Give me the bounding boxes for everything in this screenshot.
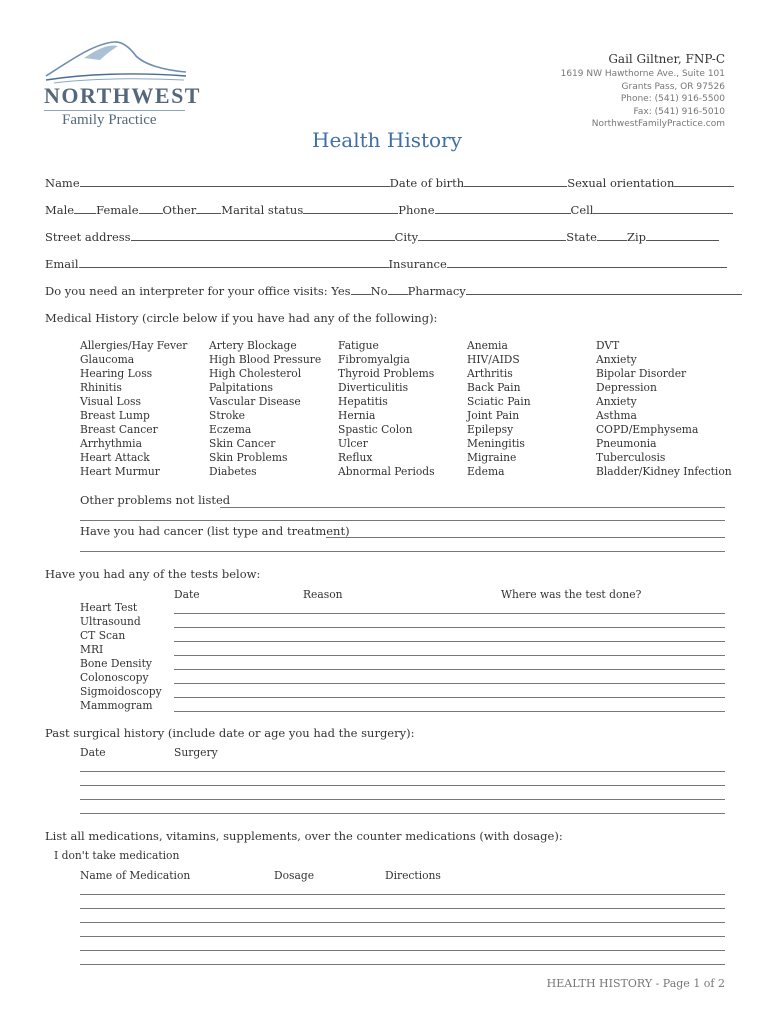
test-line[interactable] [174,627,725,628]
zip-field[interactable] [646,239,719,241]
test-line[interactable] [174,683,725,684]
condition-item[interactable]: Bipolar Disorder [596,367,687,380]
city-line: Grants Pass, OR 97526 [621,81,725,92]
condition-item[interactable]: Fibromyalgia [338,353,410,366]
state-field[interactable] [597,239,627,241]
condition-item[interactable]: Bladder/Kidney Infection [596,465,732,478]
med-col-dosage: Dosage [274,869,315,882]
condition-item[interactable]: Migraine [467,451,517,464]
condition-item[interactable]: Breast Lump [80,409,150,422]
other-field[interactable] [196,212,221,214]
tests-col-reason: Reason [303,588,343,601]
address-line: 1619 NW Hawthorne Ave., Suite 101 [560,69,725,79]
condition-item[interactable]: Palpitations [209,381,273,394]
street-field[interactable] [131,239,395,241]
condition-item[interactable]: Diabetes [209,465,257,478]
interpreter-label: Do you need an interpreter for your office visits: Yes [45,284,351,298]
page-title: Health History [312,128,462,152]
medical-history-heading: Medical History (circle below if you have had any of the following): [45,311,438,325]
medication-line[interactable] [80,894,725,895]
row-address [45,230,719,244]
condition-item[interactable]: Thyroid Problems [338,367,435,380]
no-label: No [370,284,388,298]
orientation-label: Sexual orientation [567,176,675,190]
condition-item[interactable]: Vascular Disease [209,395,301,408]
logo-divider [44,110,185,111]
female-field[interactable] [139,212,163,214]
condition-item[interactable]: Hepatitis [338,395,388,408]
condition-item[interactable]: Joint Pain [467,409,520,422]
test-item: CT Scan [80,629,126,642]
condition-item[interactable]: Rhinitis [80,381,122,394]
pharmacy-label: Pharmacy [407,284,466,298]
med-col-directions: Directions [385,869,441,882]
email-field[interactable] [79,266,389,268]
mh-column-3 [338,339,435,479]
condition-item[interactable]: Heart Attack [80,451,150,464]
condition-item[interactable]: Edema [467,465,505,478]
condition-item[interactable]: Arrhythmia [80,437,142,450]
doctor-name: Gail Giltner, FNP-C [608,52,725,66]
city-field[interactable] [418,239,566,241]
condition-item[interactable]: Meningitis [467,437,525,450]
tests-col-date: Date [174,588,200,601]
test-item: Mammogram [80,699,153,712]
condition-item[interactable]: Asthma [596,409,637,422]
insurance-label: Insurance [388,257,447,271]
condition-item[interactable]: Anemia [467,339,508,352]
tests-list [80,601,162,713]
condition-item[interactable]: COPD/Emphysema [596,423,699,436]
medication-line[interactable] [80,950,725,951]
condition-item[interactable]: Pneumonia [596,437,657,450]
medication-line[interactable] [80,922,725,923]
surgery-line[interactable] [80,771,725,772]
no-medication-option[interactable]: I don't take medication [54,849,180,862]
med-col-name: Name of Medication [80,869,191,882]
test-item: Bone Density [80,657,152,670]
page-footer: HEALTH HISTORY - Page 1 of 2 [546,977,725,990]
city-label: City [394,230,419,244]
condition-item[interactable]: Arthritis [467,367,513,380]
cancer-line[interactable] [80,551,725,552]
surgery-line[interactable] [80,785,725,786]
phone-label: Phone [398,203,435,217]
condition-item[interactable]: Sciatic Pain [467,395,531,408]
contact-block [561,68,725,131]
test-item: Ultrasound [80,615,141,628]
condition-item[interactable]: Stroke [209,409,245,422]
condition-item[interactable]: HIV/AIDS [467,353,520,366]
medication-line[interactable] [80,908,725,909]
condition-item[interactable]: Spastic Colon [338,423,413,436]
condition-item[interactable]: Visual Loss [80,395,142,408]
condition-item[interactable]: Artery Blockage [209,339,297,352]
row-interpreter [45,284,742,298]
marital-field[interactable] [303,212,398,214]
male-label: Male [45,203,75,217]
condition-item[interactable]: Abnormal Periods [338,465,435,478]
dob-label: Date of birth [389,176,465,190]
condition-item[interactable]: Heart Murmur [80,465,160,478]
condition-item[interactable]: Ulcer [338,437,368,450]
test-item: Colonoscopy [80,671,149,684]
condition-item[interactable]: Skin Problems [209,451,288,464]
cell-field[interactable] [593,212,733,214]
test-line[interactable] [174,655,725,656]
condition-item[interactable]: Anxiety [596,353,637,366]
email-label: Email [45,257,79,271]
surgery-col-surgery: Surgery [174,746,218,759]
test-line[interactable] [174,641,725,642]
tests-heading: Have you had any of the tests below: [45,567,261,581]
phone-line: Phone: (541) 916-5500 [620,94,725,104]
surgery-col-date: Date [80,746,106,759]
condition-item[interactable]: Epilepsy [467,423,514,436]
insurance-field[interactable] [447,266,727,268]
cancer-label: Have you had cancer (list type and treatment) [80,524,350,538]
condition-item[interactable]: Depression [596,381,657,394]
cell-label: Cell [570,203,594,217]
condition-item[interactable]: High Blood Pressure [209,353,322,366]
row-name [45,176,734,190]
condition-item[interactable]: Diverticulitis [338,381,409,394]
test-item: MRI [80,643,104,656]
phone-field[interactable] [435,212,571,214]
pharmacy-field[interactable] [466,293,742,295]
cancer-line[interactable] [326,537,725,538]
other-problems-line[interactable] [220,507,725,508]
condition-item[interactable]: Glaucoma [80,353,135,366]
surgery-line[interactable] [80,813,725,814]
logo-subtitle: Family Practice [62,112,157,128]
female-label: Female [96,203,139,217]
name-field[interactable] [80,185,390,187]
condition-item[interactable]: DVT [596,339,620,352]
dob-field[interactable] [464,185,567,187]
medication-line[interactable] [80,964,725,965]
condition-item[interactable]: Back Pain [467,381,521,394]
condition-item[interactable]: Reflux [338,451,373,464]
mh-column-5 [596,339,732,479]
mh-column-4 [467,339,531,479]
medication-line[interactable] [80,936,725,937]
test-item: Sigmoidoscopy [80,685,162,698]
mountain-logo-icon [44,36,189,84]
test-line[interactable] [174,613,725,614]
condition-item[interactable]: High Cholesterol [209,367,302,380]
condition-item[interactable]: Hearing Loss [80,367,153,380]
condition-item[interactable]: Eczema [209,423,252,436]
mh-column-2 [209,339,321,479]
condition-item[interactable]: Skin Cancer [209,437,276,450]
street-label: Street address [45,230,131,244]
condition-item[interactable]: Breast Cancer [80,423,158,436]
row-gender [45,203,733,217]
state-label: State [566,230,597,244]
condition-item[interactable]: Anxiety [596,395,637,408]
tests-col-where: Where was the test done? [501,588,642,601]
logo-name: NORTHWEST [44,83,201,108]
other-label: Other [162,203,197,217]
interpreter-yes-field[interactable] [351,293,371,295]
interpreter-no-field[interactable] [388,293,408,295]
other-problems-line[interactable] [80,520,725,521]
fax-line: Fax: (541) 916-5010 [633,106,725,117]
test-line[interactable] [174,697,725,698]
zip-label: Zip [626,230,647,244]
surgery-heading: Past surgical history (include date or age you had the surgery): [45,726,415,740]
condition-item[interactable]: Fatigue [338,339,379,352]
other-problems-label: Other problems not listed [80,493,231,507]
website-line: NorthwestFamilyPractice.com [591,119,725,129]
condition-item[interactable]: Allergies/Hay Fever [80,339,188,352]
mh-column-1 [80,339,187,479]
orientation-field[interactable] [674,185,734,187]
row-email [45,257,727,271]
name-label: Name [45,176,80,190]
medications-heading: List all medications, vitamins, supplements, over the counter medications (with dosage): [45,829,563,843]
test-line[interactable] [174,669,725,670]
marital-label: Marital status [221,203,304,217]
test-line[interactable] [174,711,725,712]
test-item: Heart Test [80,601,138,614]
surgery-line[interactable] [80,799,725,800]
condition-item[interactable]: Hernia [338,409,376,422]
condition-item[interactable]: Tuberculosis [596,451,666,464]
male-field[interactable] [74,212,96,214]
